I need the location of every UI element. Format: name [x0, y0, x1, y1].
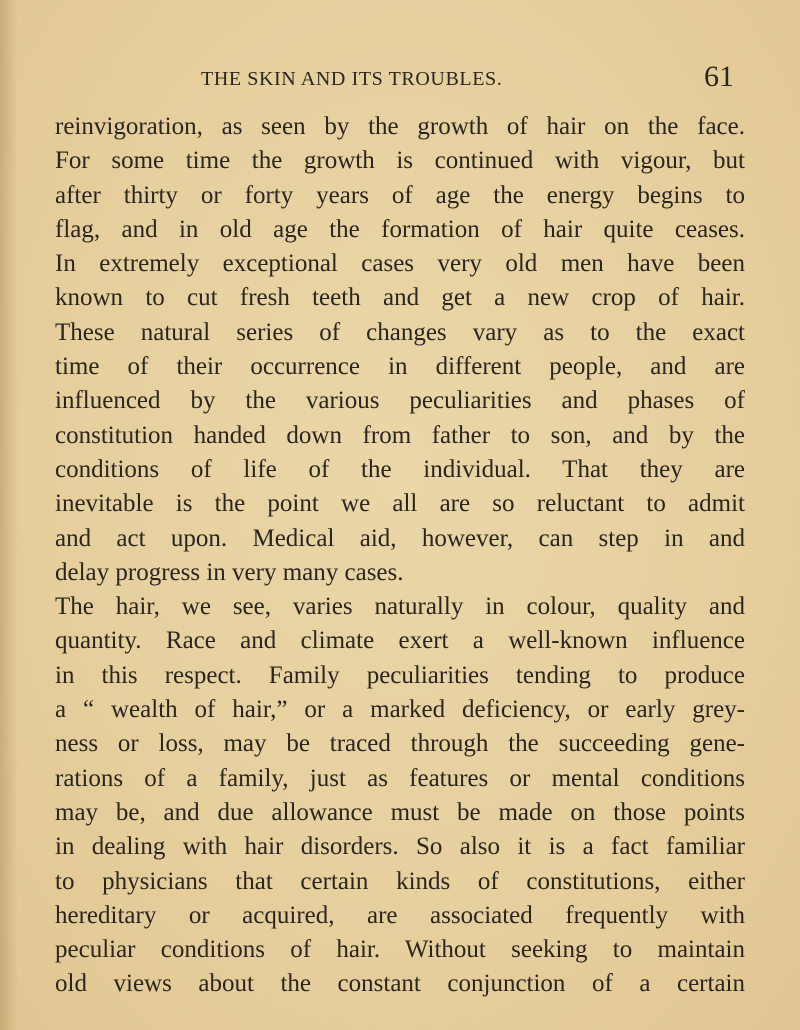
text-line: conditions of life of the individual. That they are	[55, 455, 745, 483]
running-head	[0, 60, 800, 100]
text-line: The hair, we see, varies naturally in colour, quality and	[55, 593, 745, 621]
text-line: inevitable is the point we all are so reluctant to admit	[55, 490, 745, 518]
text-line: rations of a family, just as features or mental conditions	[55, 764, 745, 792]
text-line: For some time the growth is continued with vigour, but	[55, 147, 745, 175]
text-line: peculiar conditions of hair. Without seeking to maintain	[55, 936, 745, 964]
page-number: 61	[704, 60, 734, 93]
text-line: time of their occurrence in different people, and are	[55, 353, 745, 381]
text-line: In extremely exceptional cases very old men have been	[55, 250, 745, 278]
text-line: in this respect. Family peculiarities tending to produce	[55, 661, 745, 689]
text-line: known to cut fresh teeth and get a new crop of hair.	[55, 284, 745, 312]
running-title: THE SKIN AND ITS TROUBLES.	[201, 68, 503, 90]
text-line: delay progress in very many cases.	[55, 558, 404, 586]
text-line: in dealing with hair disorders. So also it is a fact familiar	[55, 833, 745, 861]
text-line: reinvigoration, as seen by the growth of hair on the face.	[55, 113, 745, 140]
page-edge-shadow	[0, 0, 18, 1030]
text-line: to physicians that certain kinds of constitutions, either	[55, 867, 745, 895]
text-line: a “ wealth of hair,” or a marked deficiency, or early grey-	[55, 696, 745, 724]
text-line: ness or loss, may be traced through the succeeding gene-	[55, 730, 745, 758]
text-line: old views about the constant conjunction of a certain	[55, 970, 745, 998]
text-line: influenced by the various peculiarities and phases of	[55, 387, 745, 415]
text-line: and act upon. Medical aid, however, can step in and	[55, 524, 745, 552]
text-line: hereditary or acquired, are associated frequently with	[55, 901, 745, 929]
text-line: These natural series of changes vary as to the exact	[55, 318, 745, 346]
text-line: constitution handed down from father to son, and by the	[55, 421, 745, 449]
text-line: after thirty or forty years of age the energy begins to	[55, 181, 745, 209]
text-line: flag, and in old age the formation of hair quite ceases.	[55, 215, 745, 243]
text-line: may be, and due allowance must be made on those points	[55, 798, 745, 826]
body-text	[55, 110, 745, 1002]
text-line: quantity. Race and climate exert a well-known influence	[55, 627, 745, 655]
